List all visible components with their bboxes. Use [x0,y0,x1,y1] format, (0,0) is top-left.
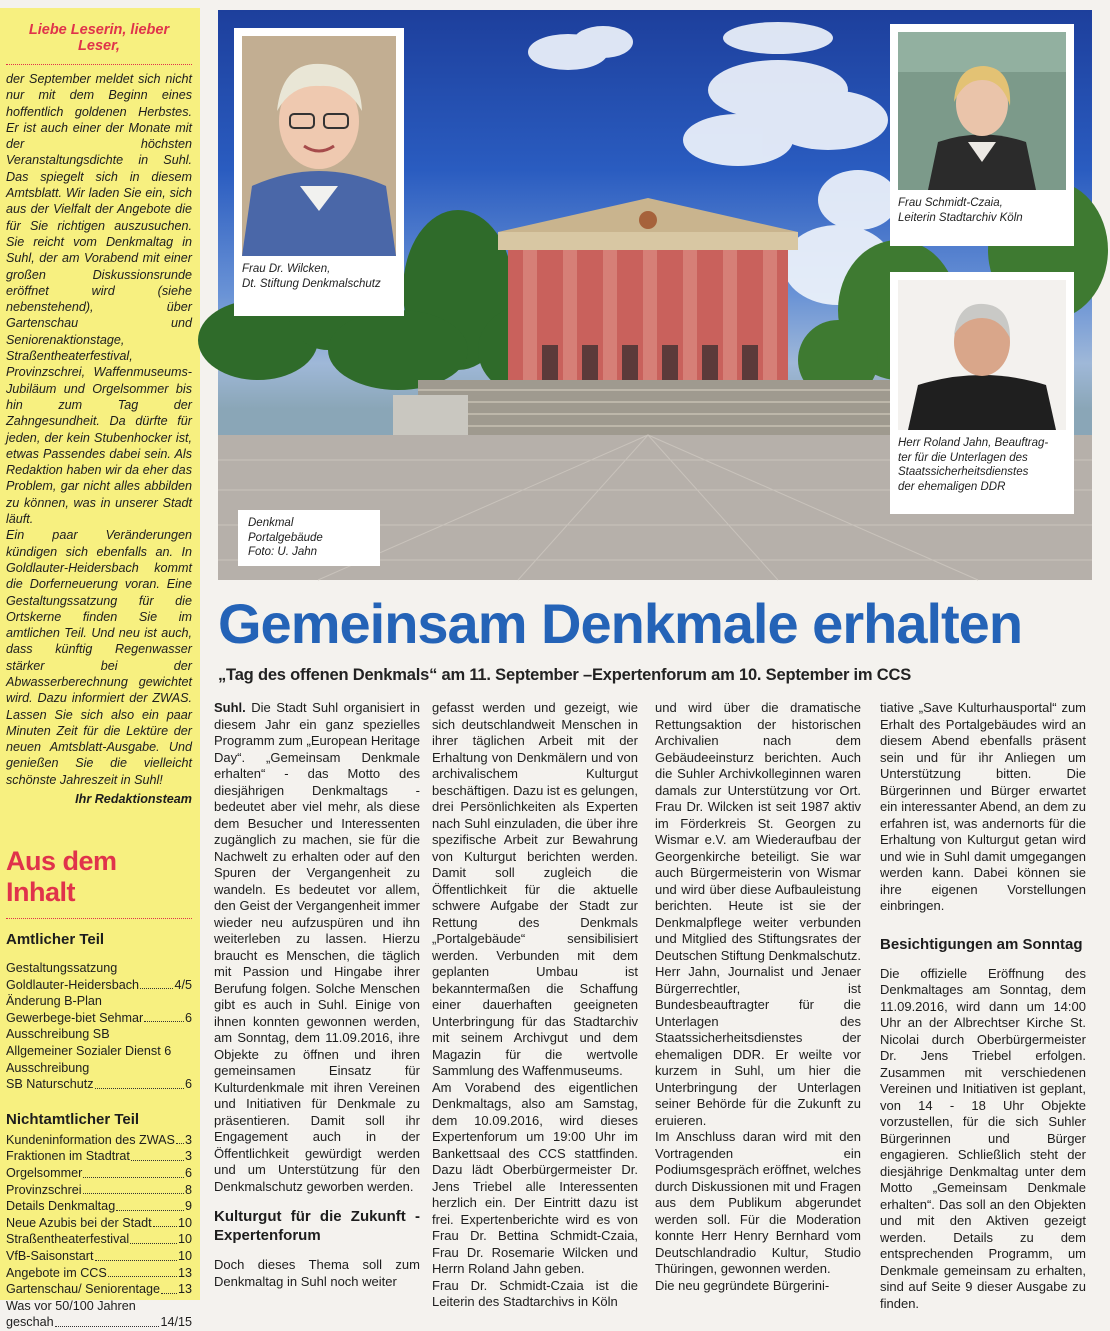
leader-dots [116,1198,184,1211]
contents-item-title: Gestaltungssatzung [6,961,118,976]
contents-item [6,1148,192,1165]
contents-item-title: Details Denkmaltag [6,1199,116,1214]
caption-line: Foto: U. Jahn [248,546,318,558]
contents-item-page: 13 [177,1265,192,1280]
article-subline: „Tag des offenen Denkmals“ am 11. September –Expertenforum am 10. September im CCS [218,666,912,684]
greeting: Liebe Leserin, lieber Leser, [6,22,192,65]
caption-line: Dt. Stiftung Denkmalschutz [242,277,381,290]
contents-item-title: Neue Azubis bei der Stadt [6,1215,152,1230]
unofficial-section-title: Nichtamtlicher Teil [6,1110,140,1128]
article-paragraph: Im Anschluss daran wird mit den Vortragenden ein Podiumsgespräch eröffnet, welches durch Diskussionen mit und Fragen aus dem Publikum abgerundet werden soll. Für die Moderation konnte Herr Henry Bernhard vom Deutschlandradio Kultur, Studio Thüringen, gewonnen werden. [655,1129,861,1276]
paragraph-text: Die Stadt Suhl organisiert in diesem Jahr ein ganz spezielles Programm zum „European Heritage Day“. „Gemeinsam Denkmale erhalten“ - das Motto des diesjährigen Denkmaltags - bedeutet aber viel mehr, als diese dem Besucher und Interessenten zugänglich zu machen, sie für die Nachwelt zu erhalten oder auf den Spuren der Vergangenheit zu wandeln. Es bedeutet vor allem, den Geist der Vergangenheit immer wieder neu aufzuspüren und ihn weiterleben zu lassen. Hierzu braucht es Menschen, die täglich mit Passion und Hingabe ihrer Berufung folgen. Solche Menschen gibt es auch in Suhl. Einige von ihnen konnten gewonnen werden, am Sonntag, dem 11.09.2016, ihre Objekte zu öffnen und ihren gemeinsamen Einsatz für Kulturdenkmale mit ihren Vereinen und Initiativen für Denkmale zu präsentieren. Damit soll ihr Engagement auch in der Öffentlichkeit gewürdigt werden und um Unterstützung für den Denkmalschutz geworben werden. [214,700,420,1194]
contents-item [6,1265,192,1282]
contents-item-page: 3 [184,1132,192,1147]
caption-line: Denkmal Portalgebäude [248,517,323,544]
article-paragraph: Herr Jahn, Journalist und Jenaer Bürgerrechtler, ist Bundesbeauftragter für die Unterlagen des Staatssicherheitsdienstes der ehemaligen DDR. Er weilte vor kurzem in Suhl, um hier die Unterbringung der Unterlagen seiner Behörde für die Zukunft zu eruieren. [655,964,861,1128]
caption-line: ter für die Unterlagen des [898,451,1028,464]
article-paragraph: Am Vorabend des eigentlichen Denkmaltags, also am Samstag, dem 10.09.2016, wird dieses Expertenforum um 19:00 Uhr im Bankettsaal des CCS stattfinden. Dazu lädt Oberbürgermeister Dr. Jens Triebel alle Interessenten herzlich ein. Der Eintritt dazu ist frei. Expertenberichte wird es von Frau Dr. Bettina Schmidt-Czaia, Frau Dr. Rosemarie Wilcken und Herrn Roland Jahn geben. [432,1079,638,1276]
contents-item-title: geschah [6,1315,54,1330]
contents-item [6,1165,192,1182]
leader-dots [83,1165,184,1178]
wilcken-caption [242,262,396,291]
article-paragraph: Frau Dr. Schmidt-Czaia ist die Leiterin des Stadtarchivs in Köln [432,1277,638,1309]
article-paragraph: Doch dieses Thema soll zum Denkmaltag in Suhl noch weiter [214,1257,420,1289]
article-paragraph: Die neu gegründete Bürgerini- [655,1277,830,1293]
contents-item-title: Gewerbege-biet Sehmar [6,1010,144,1025]
dateline: Suhl. [214,700,246,715]
leader-dots [90,1060,191,1073]
official-section-title: Amtlicher Teil [6,931,105,949]
leader-dots [55,1314,160,1327]
schmidt-caption [898,196,1066,225]
article-column-1 [214,700,420,1290]
contents-item-page: 6 [184,1010,192,1025]
article-paragraph: und wird über die dramatische Rettungsaktion der historischen Archivalien nach dem Gebäudeeinsturz berichten. Auch die Suhler Archivkolleginnen waren damals zur Unterstützung vor Ort. Frau Dr. Wilcken ist seit 1987 aktiv im Förderkreis St. Georgen zu Wismar e.V. am Wiederaufbau der Georgenkirche beteiligt. Sie war auch Bürgermeisterin von Wismar und wird über diese Aufbauleistung berichten. Heute ist sie der Denkmalpflege weiter verbunden und Mitglied des Stiftungsrates der Deutschen Stiftung Denkmalschutz. [655,700,861,963]
contents-item [6,1076,192,1093]
leader-dots [103,993,191,1006]
contents-item [6,1182,192,1199]
contents-item [6,1043,192,1060]
contents-item-title: Straßentheaterfestival [6,1232,130,1247]
contents-item-title: Gartenschau/ Seniorentage [6,1282,161,1297]
portrait-jahn [890,272,1074,514]
leader-dots [130,1231,177,1244]
contents-item-title: VfB-Saisonstart [6,1248,94,1263]
contents-item [6,1281,192,1298]
contents-item [6,1314,192,1331]
article-paragraph: tiative „Save Kulturhausportal“ zum Erhalt des Portalgebäudes wird an diesem Abend ebenfalls präsent sein und für ihr Anliegen um Unterstützung bitten. Die Bürgerinnen und Bürger erwartet ein interessanter Abend, an dem zu erfahren ist, was andernorts für die Erhaltung von Kulturgut getan wird und wie in Suhl damit umgegangen werden kann. Dabei können sie ihre eigenen Vorstellungen einbringen. [880,700,1086,913]
article-paragraph: gefasst werden und gezeigt, wie sich deutschlandweit Menschen in ihrer täglichen Arbeit mit der Erhaltung von Denkmälern und von archivalischem Kulturgut beschäftigen. Dazu ist es gelungen, drei Persönlichkeiten als Experten nach Suhl einzuladen, die über ihre spezifische Arbeit zur Bewahrung von Kulturgut berichten werden. Damit soll zugleich die Öffentlichkeit für die aktuelle schwere Aufgabe der Stadt zur Rettung des Denkmals „Portalgebäude“ sensibilisiert werden. Verbunden mit dem geplanten Umbau ist bekanntermaßen die Schaffung einer dauerhaften geeigneten Unterbringung für das Stadtarchiv mit seinem Archivgut und dem Magazin für die wertvolle Sammlung des Waffenmuseums. [432,700,638,1078]
contents-item-page: 6 [184,1077,192,1092]
leader-dots [140,977,173,990]
schmidt-photo [898,32,1066,190]
jahn-photo [898,280,1066,430]
contents-item [6,1010,192,1027]
leader-dots [111,1026,191,1039]
contents-item-page: 14/15 [160,1315,192,1330]
leader-dots [172,1043,191,1056]
contents-item [6,960,192,977]
editorial-paragraph: Ein paar Veränderungen kündigen sich ebenfalls an. In Goldlauter-Heidersbach kommt die Dorferneuerung voran. Eine Gestaltungssatzung für die Ortskerne finden Sie im amtlichen Teil. Und neu ist auch, dass künftig Regenwasser stärker bei der Abwasserberechnung gewichtet wird. Dazu informiert der ZWAS. Lassen Sie sich also ein paar Minuten Zeit für die Lektüre der neuen Amtsblatt-Ausgabe. Und genießen Sie die vielleicht schönste Jahreszeit in Suhl! [6,528,192,787]
contents-item [6,1060,192,1077]
editorial-text [6,71,192,788]
leader-dots [108,1265,177,1278]
subheading-expertenforum: Kulturgut für die Zukunft - Expertenforum [214,1208,420,1244]
jahn-caption [898,436,1066,494]
contents-item-title: Änderung B-Plan [6,994,102,1009]
editorial-signature: Ihr Redaktionsteam [75,792,192,807]
contents-item [6,1198,192,1215]
article-column-2 [432,700,638,1311]
article-paragraph: Die offizielle Eröffnung des Denkmaltages am Sonntag, dem 11.09.2016, wird dann um 14:00 Uhr an der Albrechtser Kirche St. Nicolai durch Oberbürgermeister Dr. Jens Triebel erfolgen. Zusammen mit verschiedenen Vereinen und Initiativen ist geplant, von 14 - 18 Uhr Objekte vorzustellen, für die sich Suhler Bürgerinnen und Bürger engagieren. Schließlich steht der diesjährige Denkmaltag unter dem Motto „Gemeinsam Denkmale erhalten“. Das soll an den Objekten und mit den Aktiven gezeigt werden. Details zu dem entsprechenden Programm, um Denkmale gemeinsam zu erhalten, sind auf Seite 9 dieser Ausgabe zu finden. [880,965,1086,1311]
contents-item-title: Fraktionen im Stadtrat [6,1149,130,1164]
main-photo-caption [238,510,380,566]
unofficial-contents-list [6,1132,192,1331]
hero-photo [218,10,1092,580]
contents-item-title: Kundeninformation des ZWAS [6,1132,175,1147]
leader-dots [153,1215,177,1228]
editorial-sidebar [0,8,200,1330]
contents-item-title: Angebote im CCS [6,1265,107,1280]
contents-item-title: Allgemeiner Sozialer Dienst 6 [6,1044,172,1059]
contents-item-page: 10 [177,1248,192,1263]
contents-item [6,1215,192,1232]
portrait-wilcken [234,28,404,316]
leader-dots [161,1281,177,1294]
leader-dots [144,1010,184,1023]
leader-dots [131,1148,184,1161]
leader-dots [137,1298,191,1311]
portrait-schmidt-czaia [890,24,1074,246]
editorial-paragraph: der September meldet sich nicht nur mit dem Beginn eines hoffentlich goldenen Herbstes. Er ist auch einer der Monate mit der höchsten Veranstaltungsdichte in Suhl. Das spiegelt sich in diesem Amtsblatt. Wir laden Sie ein, sich aus der Vielfalt der Angebote die für Sie richtigen auszusuchen. Sie reicht vom Denkmaltag in Suhl, der am Vorabend mit einer großen Diskussionsrunde eröffnet wird (siehe nebenstehend), über Gartenschau und Seniorenaktionstage, Straßentheaterfestival, Provinzschrei, Waffenmuseums-Jubiläum und Orgelsommer bis hin zum Tag der Zahngesundheit. Da dürfte für jeden, der kein Stubenhocker ist, etwas Passendes dabei sein. Als Redaktion haben wir da eher das Problem, gar nicht alles abbilden zu können, was in unserer Stadt läuft. [6,72,192,527]
contents-item-page: 13 [177,1282,192,1297]
contents-item-page: 10 [177,1232,192,1247]
contents-item-page: 4/5 [174,977,192,992]
contents-item [6,993,192,1010]
article-column-4 [880,700,1086,1312]
leader-dots [118,960,191,973]
contents-item-title: Provinzschrei [6,1182,82,1197]
contents-item-title: Was vor 50/100 Jahren [6,1298,136,1313]
leader-dots [176,1132,184,1145]
contents-item-page: 8 [184,1182,192,1197]
caption-line: Herr Roland Jahn, Beauftrag- [898,437,1049,449]
caption-line: Frau Schmidt-Czaia, [898,197,1003,209]
caption-line: der ehemaligen DDR [898,480,1006,493]
article-headline: Gemeinsam Denkmale erhalten [218,592,1023,655]
contents-item-page: 6 [184,1166,192,1180]
caption-line: Staatssicherheitsdienstes [898,466,1029,478]
contents-item-page: 3 [184,1149,192,1164]
contents-item [6,1248,192,1265]
contents-item [6,1132,192,1149]
contents-item-title: Goldlauter-Heidersbach [6,977,140,992]
contents-item-title: Ausschreibung [6,1060,90,1075]
wilcken-photo [242,36,396,256]
contents-item-page: 9 [184,1199,192,1214]
leader-dots [83,1182,184,1195]
contents-item [6,977,192,994]
contents-item-title: Ausschreibung SB [6,1027,110,1042]
article-paragraph [214,700,420,1195]
caption-line: Leiterin Stadtarchiv Köln [898,211,1023,224]
contents-item [6,1026,192,1043]
contents-item-page: 10 [177,1215,192,1230]
contents-item-title: SB Naturschutz [6,1077,94,1092]
leader-dots [95,1248,177,1261]
contents-item [6,1298,192,1315]
contents-item [6,1231,192,1248]
caption-line: Frau Dr. Wilcken, [242,263,331,275]
contents-item-title: Orgelsommer [6,1166,83,1180]
article-column-3 [655,700,861,1294]
contents-title: Aus dem Inhalt [6,846,192,919]
official-contents-list [6,960,192,1093]
subheading-besichtigungen: Besichtigungen am Sonntag [880,935,1083,953]
leader-dots [95,1076,184,1089]
